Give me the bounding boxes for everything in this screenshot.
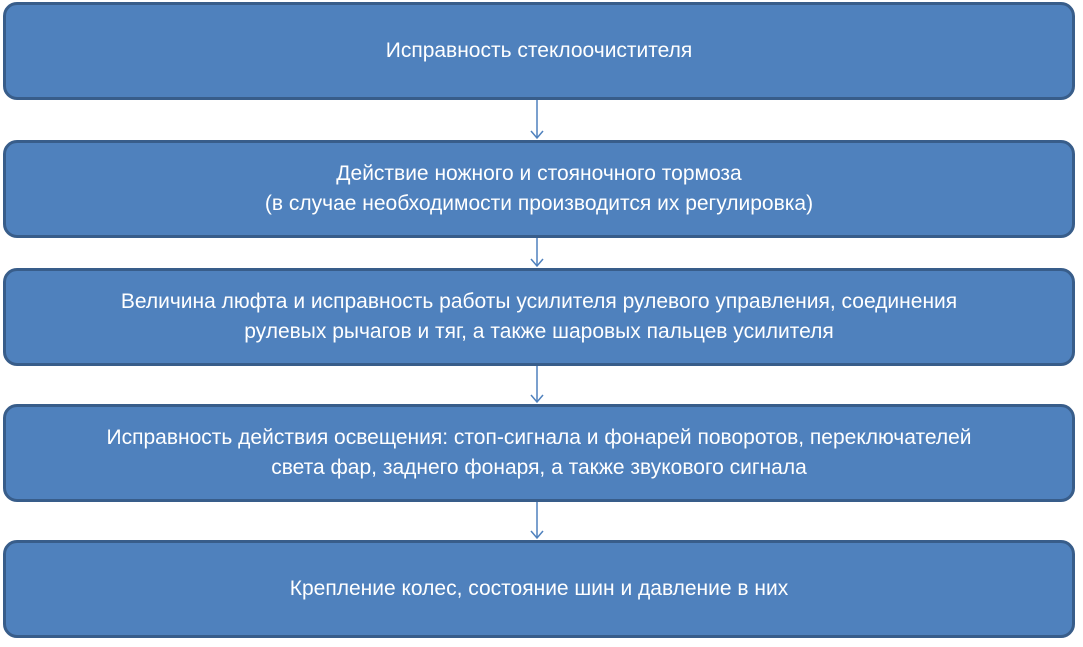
- step-4-line-1: Исправность действия освещения: стоп-сигнала и фонарей поворотов, переключателей: [106, 426, 972, 449]
- step-1-text: Исправность стеклоочистителя: [385, 39, 693, 62]
- step-5-text: Крепление колес, состояние шин и давление в них: [289, 577, 789, 600]
- step-3-line-2: рулевых рычагов и тяг, а также шаровых пальцев усилителя: [244, 320, 834, 343]
- step-4-line-2: света фар, заднего фонаря, а также звукового сигнала: [271, 456, 807, 479]
- connector-arrow-1: [527, 100, 547, 140]
- step-3-line-1: Величина люфта и исправность работы усилителя рулевого управления, соединения: [120, 290, 958, 313]
- connector-arrow-2: [527, 238, 547, 268]
- step-1-box: [3, 2, 1075, 100]
- step-4-box: [3, 404, 1075, 502]
- step-2-box: [3, 140, 1075, 238]
- step-2-line-1: Действие ножного и стояночного тормоза: [336, 162, 742, 185]
- step-2-line-2: (в случае необходимости производится их регулировка): [264, 192, 814, 215]
- step-5-box: [3, 540, 1075, 638]
- connector-arrow-4: [527, 502, 547, 540]
- connector-arrow-3: [527, 366, 547, 404]
- step-3-box: [3, 268, 1075, 366]
